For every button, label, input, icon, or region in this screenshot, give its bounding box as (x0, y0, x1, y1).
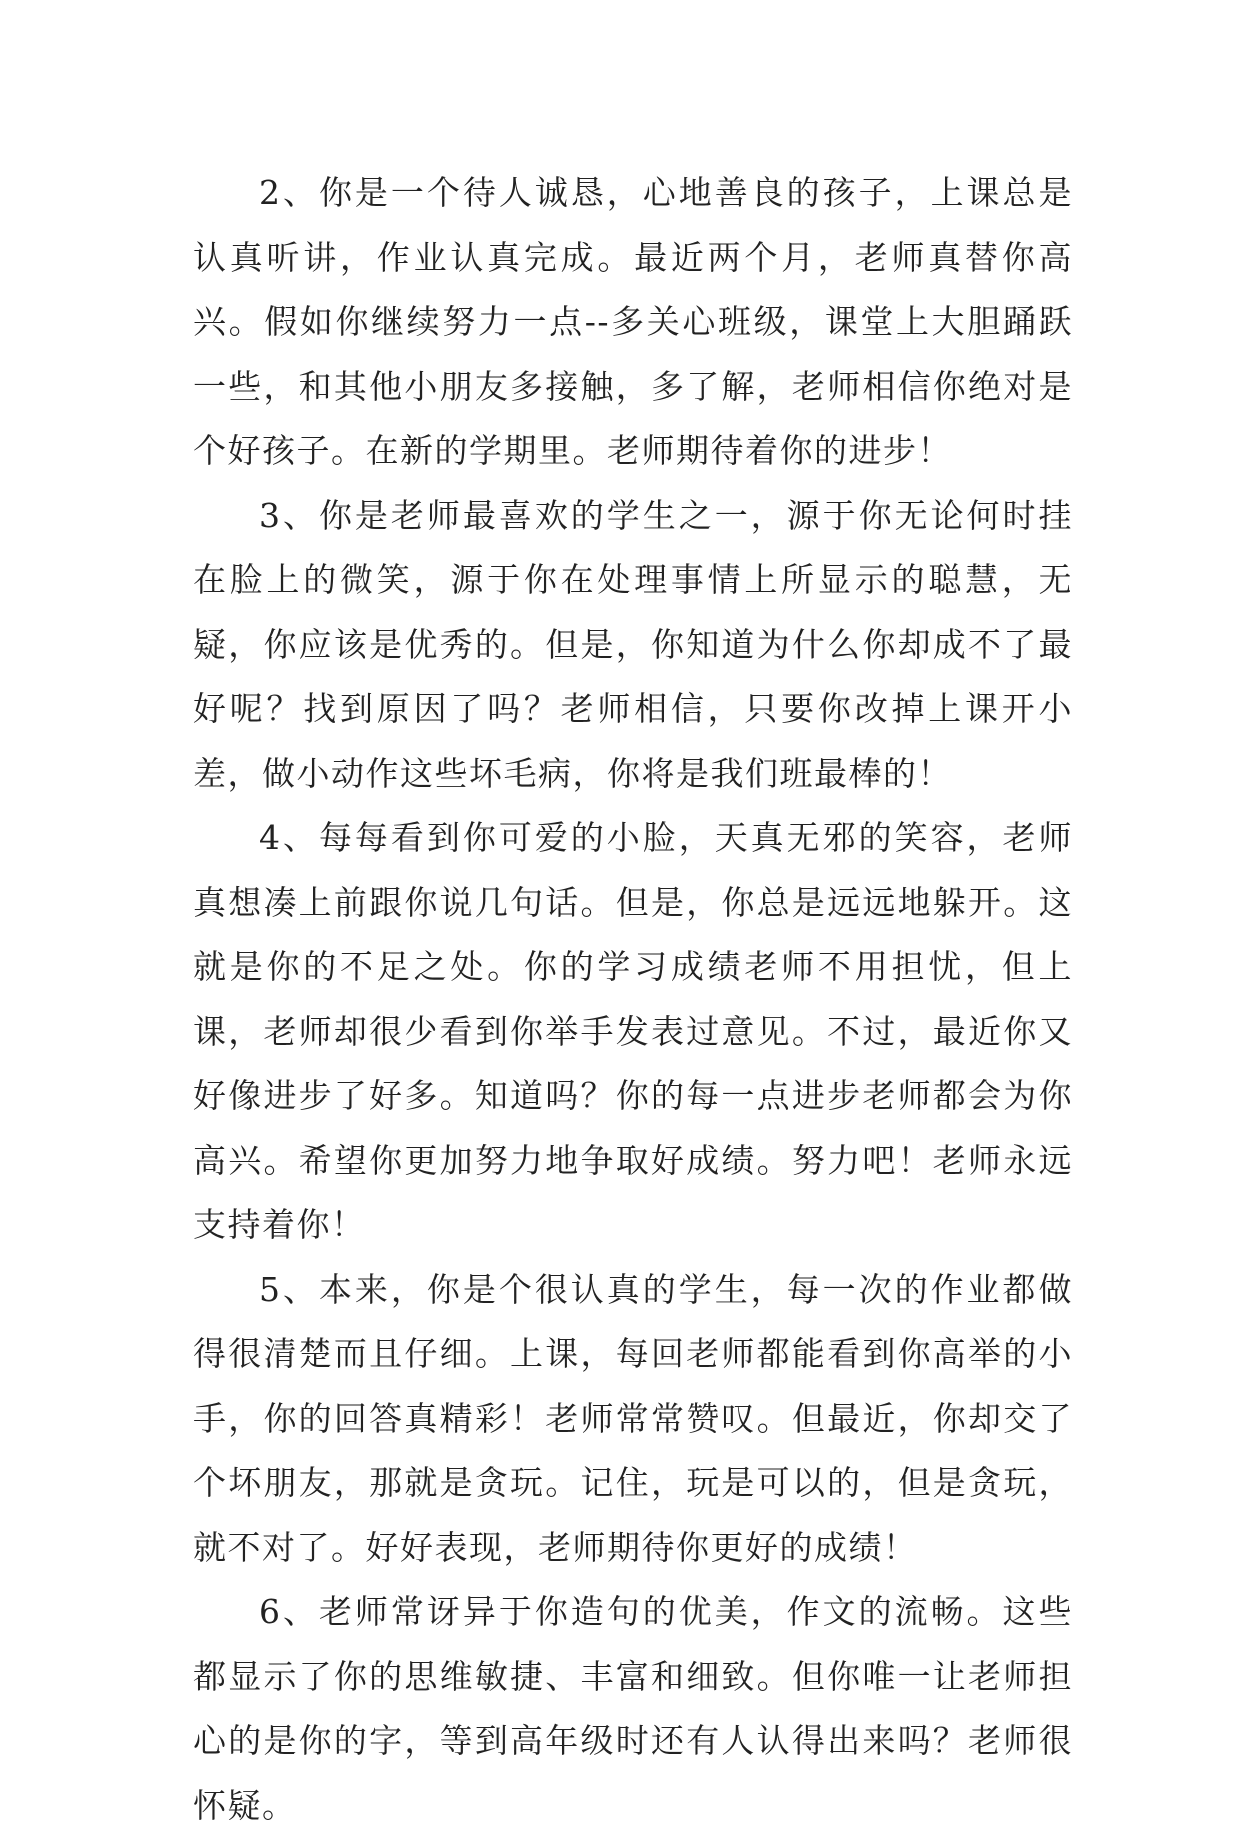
paragraph-comment-6: 6、老师常讶异于你造句的优美，作文的流畅。这些都显示了你的思维敏捷、丰富和细致。但你唯一让老师担心的是你的字，等到高年级时还有人认得出来吗？老师很怀疑。 (193, 1592, 1073, 1825)
paragraph-comment-4: 4、每每看到你可爱的小脸，天真无邪的笑容，老师真想凑上前跟你说几句话。但是，你总是远远地躲开。这就是你的不足之处。你的学习成绩老师不用担忧，但上课，老师却很少看到你举手发表过意见。不过，最近你又好像进步了好多。知道吗？你的每一点进步老师都会为你高兴。希望你更加努力地争取好成绩。努力吧！老师永远支持着你！ (193, 818, 1073, 1244)
paragraph-comment-5: 5、本来，你是个很认真的学生，每一次的作业都做得很清楚而且仔细。上课，每回老师都能看到你高举的小手，你的回答真精彩！老师常常赞叹。但最近，你却交了个坏朋友，那就是贪玩。记住，玩是可以的，但是贪玩，就不对了。好好表现，老师期待你更好的成绩！ (193, 1269, 1073, 1567)
paragraph-comment-2: 2、你是一个待人诚恳，心地善良的孩子，上课总是认真听讲，作业认真完成。最近两个月，老师真替你高兴。假如你继续努力一点--多关心班级，课堂上大胆踊跃一些，和其他小朋友多接触，多了解，老师相信你绝对是个好孩子。在新的学期里。老师期待着你的进步！ (193, 173, 1073, 470)
paragraph-comment-3: 3、你是老师最喜欢的学生之一，源于你无论何时挂在脸上的微笑，源于你在处理事情上所显示的聪慧，无疑，你应该是优秀的。但是，你知道为什么你却成不了最好呢？找到原因了吗？老师相信，只要你改掉上课开小差，做小动作这些坏毛病，你将是我们班最棒的！ (193, 495, 1073, 793)
document-body (193, 161, 1073, 1838)
